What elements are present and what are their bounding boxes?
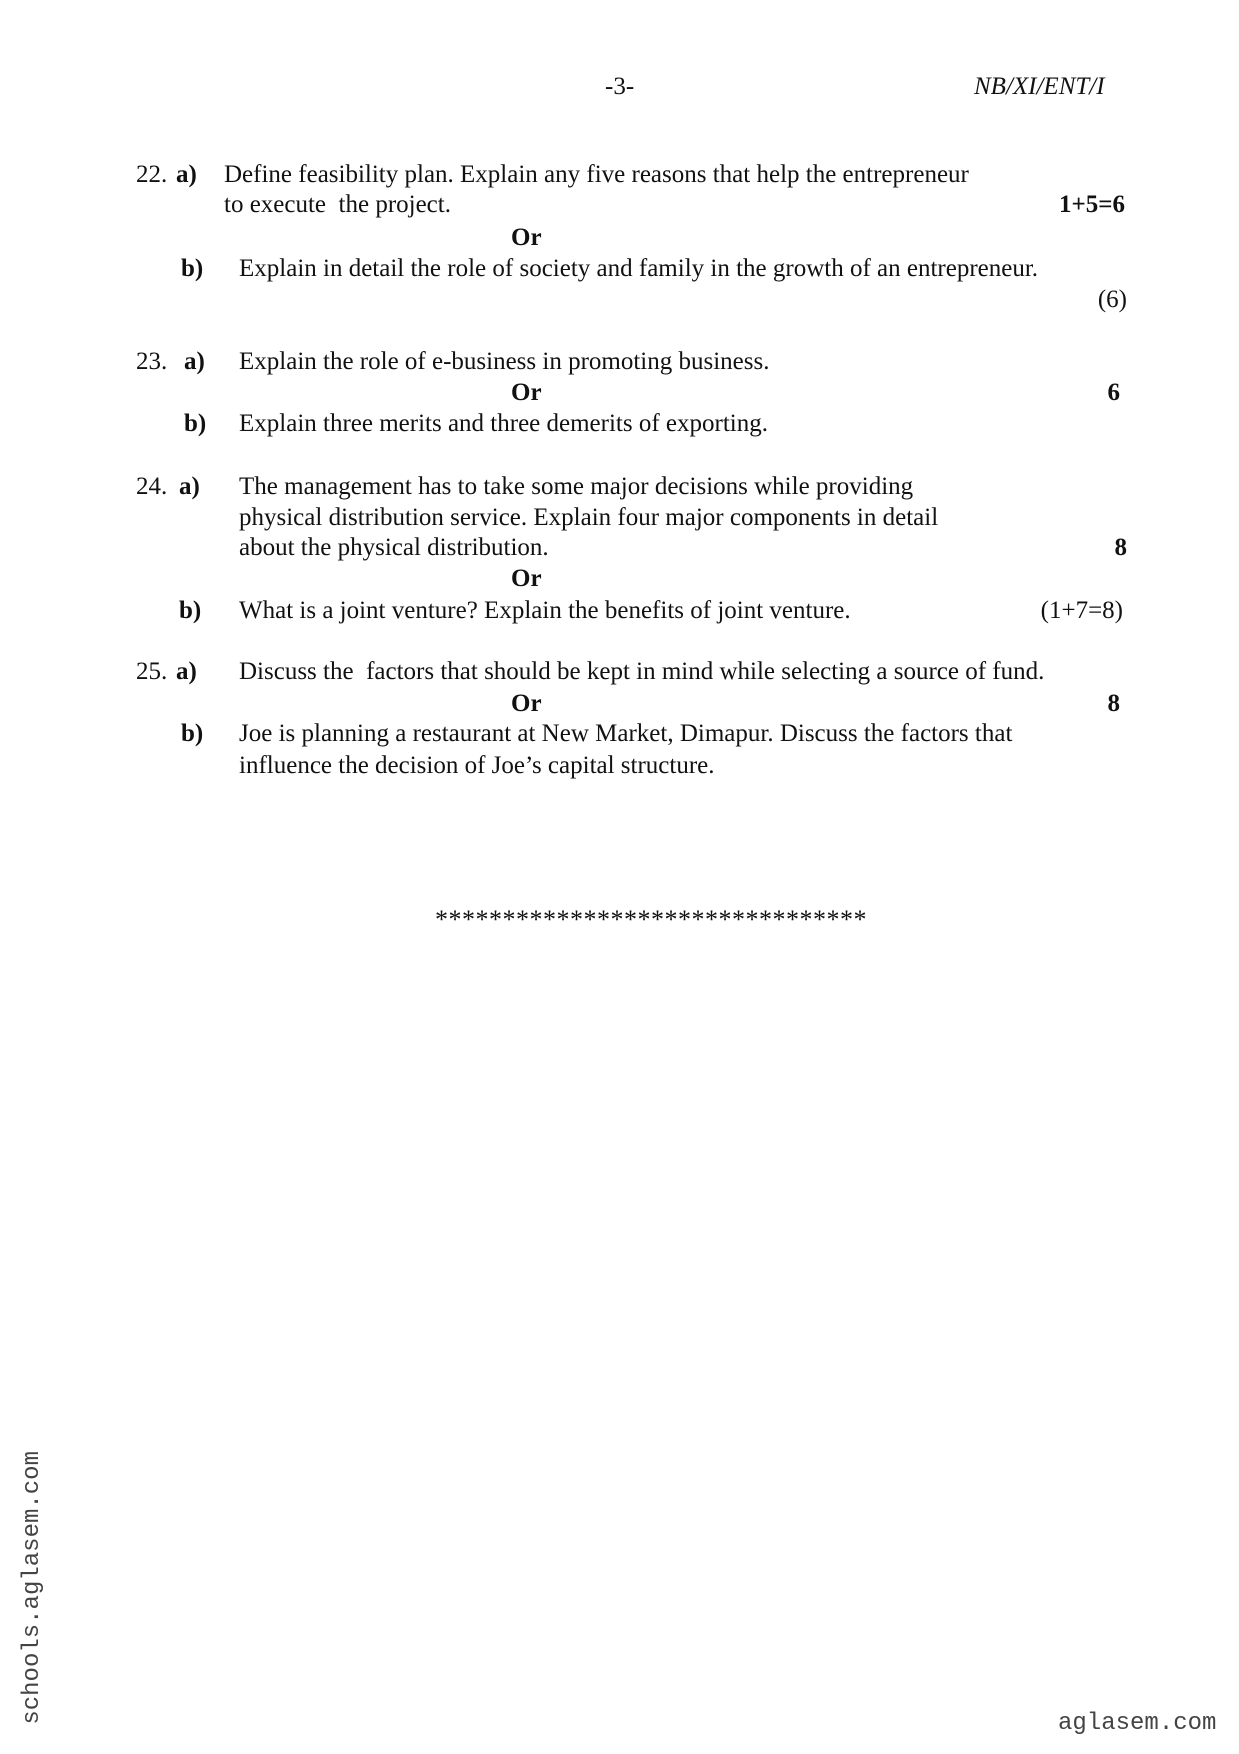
question-24-part-b-line-1: What is a joint venture? Explain the benefits of joint venture. — [239, 597, 851, 624]
question-23-part-a-line-1: Explain the role of e-business in promoting business. — [239, 348, 770, 375]
question-25-part-b-line-2: influence the decision of Joe’s capital structure. — [239, 752, 715, 779]
question-22-part-a-marks: 1+5=6 — [1059, 191, 1125, 218]
question-23-marks: 6 — [1107, 379, 1120, 406]
question-24-part-b-marks: (1+7=8) — [1040, 597, 1123, 624]
question-25-part-a-line-1: Discuss the factors that should be kept in mind while selecting a source of fund. — [239, 658, 1045, 685]
question-24-part-a-line-1: The management has to take some major decisions while providing — [239, 473, 914, 500]
question-24-or: Or — [511, 565, 542, 592]
question-22-part-b-label: b) — [181, 255, 204, 282]
question-23-part-b-label: b) — [184, 410, 207, 437]
question-25-part-a-label: a) — [176, 658, 197, 685]
question-25-number: 25. — [136, 658, 168, 685]
question-23-or: Or — [511, 379, 542, 406]
question-23-part-b-line-1: Explain three merits and three demerits of exporting. — [239, 410, 768, 437]
question-23-part-a-label: a) — [184, 348, 205, 375]
question-22-part-a-line-1: Define feasibility plan. Explain any five reasons that help the entrepreneur — [224, 161, 969, 188]
question-25-part-b-label: b) — [181, 720, 204, 747]
question-25-part-b-line-1: Joe is planning a restaurant at New Market, Dimapur. Discuss the factors that — [239, 720, 1013, 747]
page-number: -3- — [605, 73, 635, 100]
question-22-part-b-marks: (6) — [1097, 286, 1127, 313]
question-22-part-b-line-1: Explain in detail the role of society and family in the growth of an entrepreneur. — [239, 255, 1039, 282]
question-22-number: 22. — [136, 161, 168, 188]
question-24-part-a-line-2: physical distribution service. Explain four major components in detail — [239, 504, 939, 531]
side-watermark: schools.aglasem.com — [19, 1451, 46, 1725]
end-of-paper-marker: ******************************** — [435, 905, 867, 934]
paper-code: NB/XI/ENT/I — [974, 73, 1105, 100]
question-23-number: 23. — [136, 348, 168, 375]
bottom-watermark: aglasem.com — [1058, 1710, 1217, 1737]
question-22-part-a-line-2: to execute the project. — [224, 191, 451, 218]
question-24-part-a-label: a) — [179, 473, 200, 500]
question-24-part-b-label: b) — [179, 597, 202, 624]
question-22-part-a-label: a) — [176, 161, 197, 188]
question-22-or: Or — [511, 224, 542, 251]
question-24-number: 24. — [136, 473, 168, 500]
question-25-or: Or — [511, 690, 542, 717]
question-24-part-a-marks: 8 — [1114, 534, 1127, 561]
question-25-marks: 8 — [1107, 690, 1120, 717]
question-24-part-a-line-3: about the physical distribution. — [239, 534, 549, 561]
